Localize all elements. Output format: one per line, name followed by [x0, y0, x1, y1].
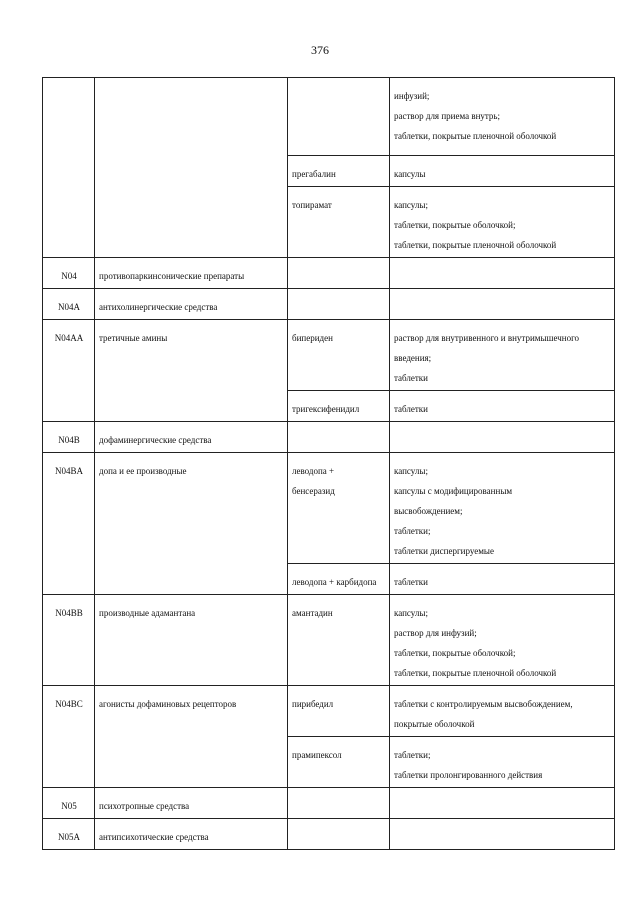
- drug-name-line: леводопа +: [292, 466, 335, 476]
- drug-name-cell: [288, 788, 390, 819]
- dosage-forms-cell: [390, 737, 615, 788]
- table-row: [43, 453, 615, 564]
- dosage-forms-cell: [390, 320, 615, 391]
- dosage-form: инфузий;: [394, 91, 430, 101]
- atc-code-cell: N04AA: [43, 320, 95, 422]
- atc-code-cell: N04BC: [43, 686, 95, 788]
- atc-code-cell: N04BA: [43, 453, 95, 595]
- atc-code-cell: N04B: [43, 422, 95, 453]
- dosage-forms-cell: [390, 258, 615, 289]
- atc-code-cell: [43, 78, 95, 258]
- atc-code-cell: N05: [43, 788, 95, 819]
- dosage-form: таблетки, покрытые оболочкой;: [394, 648, 516, 658]
- dosage-form: раствор для внутривенного и внутримышечного: [394, 333, 580, 343]
- atc-drug-table: [42, 77, 615, 850]
- dosage-form: таблетки: [394, 404, 429, 414]
- dosage-form: покрытые оболочкой: [394, 719, 475, 729]
- group-name-cell: [95, 78, 288, 258]
- dosage-forms-cell: [390, 595, 615, 686]
- drug-name-cell: прегабалин: [288, 156, 390, 187]
- dosage-form: введения;: [394, 353, 432, 363]
- dosage-forms-cell: [390, 187, 615, 258]
- drug-name-cell: амантадин: [288, 595, 390, 686]
- drug-name-cell: [288, 453, 390, 564]
- dosage-forms-cell: [390, 422, 615, 453]
- dosage-form: раствор для приема внутрь;: [394, 111, 501, 121]
- drug-name-cell: бипериден: [288, 320, 390, 391]
- dosage-form: капсулы: [394, 169, 426, 179]
- group-name-cell: антипсихотические средства: [95, 819, 288, 850]
- dosage-form: капсулы;: [394, 200, 428, 210]
- drug-name-cell: прамипексол: [288, 737, 390, 788]
- dosage-form: капсулы с модифицированным: [394, 486, 513, 496]
- group-name-cell: дофаминергические средства: [95, 422, 288, 453]
- drug-name-cell: тригексифенидил: [288, 391, 390, 422]
- atc-code-cell: N04BB: [43, 595, 95, 686]
- dosage-form: капсулы;: [394, 466, 428, 476]
- dosage-form: таблетки, покрытые пленочной оболочкой: [394, 240, 557, 250]
- group-name-cell: допа и ее производные: [95, 453, 288, 595]
- atc-code-cell: N04: [43, 258, 95, 289]
- dosage-forms-cell: [390, 453, 615, 564]
- dosage-form: раствор для инфузий;: [394, 628, 477, 638]
- dosage-form: таблетки диспергируемые: [394, 546, 494, 556]
- dosage-forms-cell: [390, 391, 615, 422]
- group-name-cell: психотропные средства: [95, 788, 288, 819]
- atc-code-cell: N05A: [43, 819, 95, 850]
- dosage-form: таблетки: [394, 373, 429, 383]
- dosage-form: таблетки;: [394, 526, 431, 536]
- group-name-cell: антихолинергические средства: [95, 289, 288, 320]
- group-name-cell: производные адамантана: [95, 595, 288, 686]
- dosage-form: таблетки пролонгированного действия: [394, 770, 543, 780]
- drug-name-cell: пирибедил: [288, 686, 390, 737]
- table-row: [43, 686, 615, 737]
- drug-name-line: леводопа + карбидопа: [292, 577, 377, 587]
- dosage-form: таблетки;: [394, 750, 431, 760]
- table-row: [43, 819, 615, 850]
- dosage-form: таблетки: [394, 577, 429, 587]
- dosage-forms-cell: [390, 78, 615, 156]
- drug-name-cell: [288, 564, 390, 595]
- drug-name-cell: [288, 819, 390, 850]
- drug-name-cell: топирамат: [288, 187, 390, 258]
- group-name-cell: противопаркинсонические препараты: [95, 258, 288, 289]
- table-row: [43, 78, 615, 156]
- drug-name-cell: [288, 422, 390, 453]
- group-name-cell: третичные амины: [95, 320, 288, 422]
- table-row: [43, 422, 615, 453]
- drug-name-cell: [288, 78, 390, 156]
- dosage-form: таблетки с контролируемым высвобождением,: [394, 699, 573, 709]
- dosage-forms-cell: [390, 788, 615, 819]
- dosage-form: высвобождением;: [394, 506, 463, 516]
- table-row: [43, 289, 615, 320]
- page-number: 376: [311, 43, 329, 57]
- dosage-forms-cell: [390, 686, 615, 737]
- dosage-form: таблетки, покрытые пленочной оболочкой: [394, 668, 557, 678]
- atc-code-cell: N04A: [43, 289, 95, 320]
- dosage-forms-cell: [390, 819, 615, 850]
- table-row: [43, 788, 615, 819]
- dosage-form: капсулы;: [394, 608, 428, 618]
- dosage-forms-cell: [390, 156, 615, 187]
- dosage-form: таблетки, покрытые оболочкой;: [394, 220, 516, 230]
- drug-name-cell: [288, 289, 390, 320]
- drug-name-cell: [288, 258, 390, 289]
- dosage-forms-cell: [390, 564, 615, 595]
- table-row: [43, 320, 615, 391]
- group-name-cell: агонисты дофаминовых рецепторов: [95, 686, 288, 788]
- dosage-forms-cell: [390, 289, 615, 320]
- drug-name-line: бенсеразид: [292, 486, 335, 496]
- dosage-form: таблетки, покрытые пленочной оболочкой: [394, 131, 557, 141]
- table-row: [43, 595, 615, 686]
- table-row: [43, 258, 615, 289]
